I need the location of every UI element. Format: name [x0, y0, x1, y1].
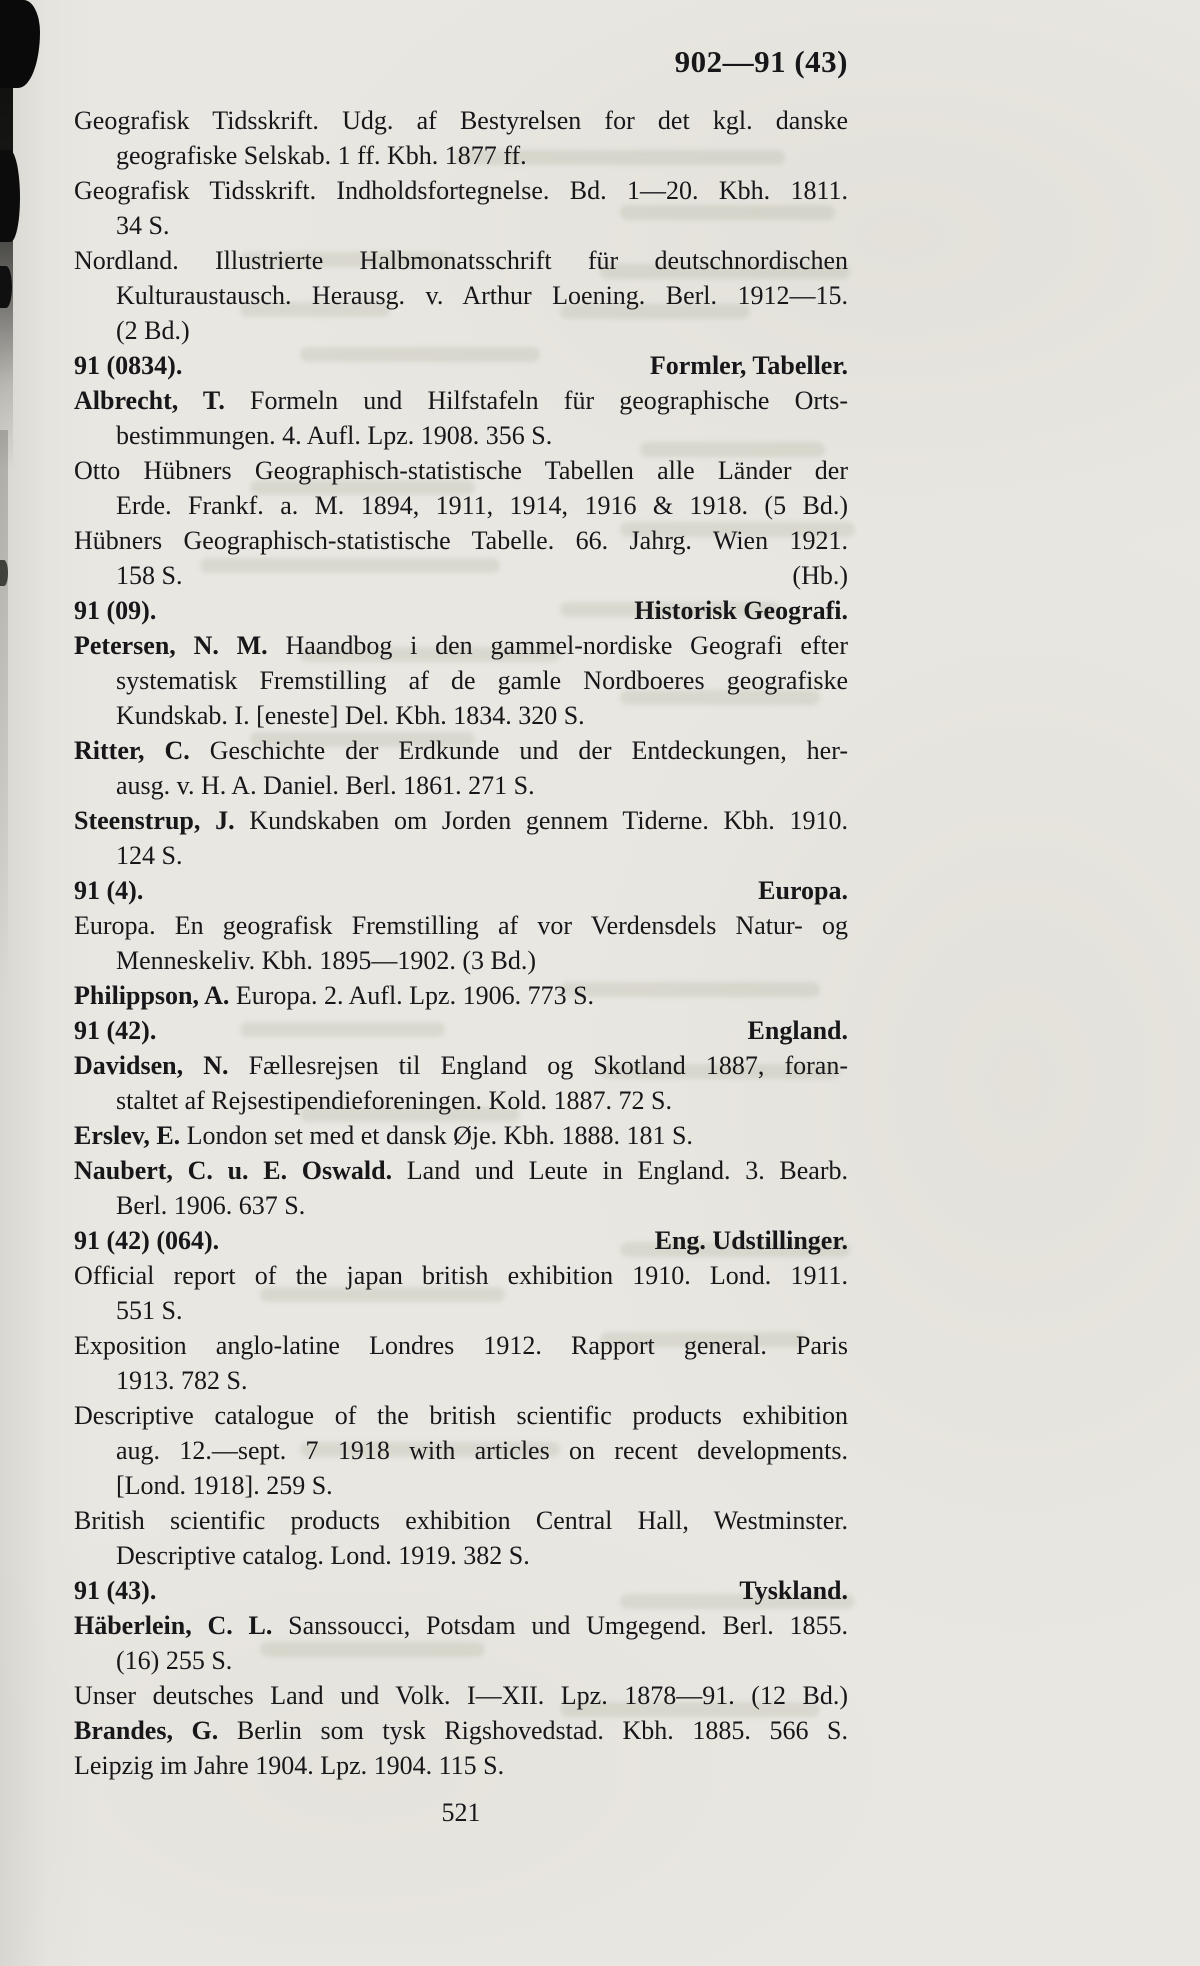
- catalog-line: Europa. En geografisk Fremstilling af vor Verdensdels Natur- og: [74, 911, 848, 940]
- section-heading: [74, 1013, 848, 1048]
- catalog-line: Häberlein, C. L. Sanssoucci, Potsdam und Umgegend. Berl. 1855.: [74, 1611, 848, 1640]
- catalog-line: 34 S.: [116, 211, 170, 240]
- catalog-line: bestimmungen. 4. Aufl. Lpz. 1908. 356 S.: [116, 421, 553, 450]
- catalog-line: Nordland. Illustrierte Halbmonatsschrift für deutschnordischen: [74, 246, 848, 275]
- catalog-line: aug. 12.—sept. 7 1918 with articles on recent developments.: [116, 1436, 848, 1465]
- catalog-line: Erde. Frankf. a. M. 1894, 1911, 1914, 1916 & 1918. (5 Bd.): [116, 491, 848, 520]
- section-title: Europa.: [758, 876, 848, 905]
- catalog-line: Ritter, C. Geschichte der Erdkunde und der Entdeckungen, her-: [74, 736, 848, 765]
- author-name: Naubert, C. u. E. Oswald.: [74, 1156, 393, 1185]
- catalog-line: Berl. 1906. 637 S.: [116, 1191, 306, 1220]
- holding-mark: (Hb.): [792, 561, 848, 590]
- catalog-line: [Lond. 1918]. 259 S.: [116, 1471, 333, 1500]
- author-name: Ritter, C.: [74, 736, 190, 765]
- section-heading: [74, 1223, 848, 1258]
- author-name: Davidsen, N.: [74, 1051, 229, 1080]
- ink-blot-artifact: [0, 560, 8, 586]
- section-title: Formler, Tabeller.: [649, 351, 848, 380]
- catalog-line: 124 S.: [116, 841, 183, 870]
- catalog-line: Menneskeliv. Kbh. 1895—1902. (3 Bd.): [116, 946, 537, 975]
- catalog-line: Geografisk Tidsskrift. Udg. af Bestyrelsen for det kgl. danske: [74, 106, 848, 135]
- section-title: Historisk Geografi.: [634, 596, 848, 625]
- catalog-line: Hübners Geographisch-statistische Tabelle. 66. Jahrg. Wien 1921.: [74, 526, 848, 555]
- ink-blot-artifact: [0, 150, 20, 242]
- binding-shadow-artifact: [0, 430, 8, 990]
- section-heading: [74, 1573, 848, 1608]
- catalog-line: Philippson, A. Europa. 2. Aufl. Lpz. 1906. 773 S.: [74, 981, 595, 1010]
- running-head: 902—91 (43): [674, 44, 848, 79]
- author-name: Steenstrup, J.: [74, 806, 235, 835]
- section-heading: [74, 593, 848, 628]
- catalog-line: Kulturaustausch. Herausg. v. Arthur Loening. Berl. 1912—15.: [116, 281, 848, 310]
- catalog-line: (2 Bd.): [116, 316, 190, 345]
- catalog-line: Exposition anglo-latine Londres 1912. Rapport general. Paris: [74, 1331, 848, 1360]
- section-number: 91 (09).: [74, 596, 157, 625]
- author-name: Häberlein, C. L.: [74, 1611, 273, 1640]
- author-name: Erslev, E.: [74, 1121, 181, 1150]
- author-name: Brandes, G.: [74, 1716, 219, 1745]
- catalog-line: ausg. v. H. A. Daniel. Berl. 1861. 271 S.: [116, 771, 535, 800]
- author-name: Philippson, A.: [74, 981, 230, 1010]
- line-text: 158 S.: [116, 561, 183, 590]
- catalog-line: Erslev, E. London set med et dansk Øje. Kbh. 1888. 181 S.: [74, 1121, 693, 1150]
- catalog-line: Descriptive catalogue of the british scientific products exhibition: [74, 1401, 848, 1430]
- section-heading: [74, 873, 848, 908]
- catalog-line: [74, 558, 848, 593]
- section-title: Eng. Udstillinger.: [654, 1226, 848, 1255]
- section-number: 91 (42).: [74, 1016, 157, 1045]
- catalog-line: Naubert, C. u. E. Oswald. Land und Leute in England. 3. Bearb.: [74, 1156, 848, 1185]
- catalog-line: Descriptive catalog. Lond. 1919. 382 S.: [116, 1541, 530, 1570]
- catalog-line: Steenstrup, J. Kundskaben om Jorden gennem Tiderne. Kbh. 1910.: [74, 806, 848, 835]
- catalog-line: (16) 255 S.: [116, 1646, 233, 1675]
- catalog-line: Kundskab. I. [eneste] Del. Kbh. 1834. 320 S.: [116, 701, 585, 730]
- section-title: Tyskland.: [739, 1576, 848, 1605]
- catalog-line: Leipzig im Jahre 1904. Lpz. 1904. 115 S.: [74, 1751, 505, 1780]
- catalog-line: Brandes, G. Berlin som tysk Rigshovedstad. Kbh. 1885. 566 S.: [74, 1716, 848, 1745]
- catalog-line: 551 S.: [116, 1296, 183, 1325]
- section-number: 91 (0834).: [74, 351, 183, 380]
- catalog-line: geografiske Selskab. 1 ff. Kbh. 1877 ff.: [116, 141, 527, 170]
- catalog-line: Albrecht, T. Formeln und Hilfstafeln für geographische Orts-: [74, 386, 848, 415]
- section-number: 91 (43).: [74, 1576, 157, 1605]
- catalog-line: Davidsen, N. Fællesrejsen til England og Skotland 1887, foran-: [74, 1051, 848, 1080]
- section-number: 91 (4).: [74, 876, 144, 905]
- catalog-line: 1913. 782 S.: [116, 1366, 248, 1395]
- catalog-line: Unser deutsches Land und Volk. I—XII. Lpz. 1878—91. (12 Bd.): [74, 1681, 848, 1710]
- section-heading: [74, 348, 848, 383]
- ink-blot-artifact: [0, 0, 40, 88]
- section-number: 91 (42) (064).: [74, 1226, 220, 1255]
- catalog-line: Geografisk Tidsskrift. Indholdsfortegnelse. Bd. 1—20. Kbh. 1811.: [74, 176, 848, 205]
- ink-blot-artifact: [0, 266, 12, 308]
- author-name: Albrecht, T.: [74, 386, 225, 415]
- catalog-line: Otto Hübners Geographisch-statistische Tabellen alle Länder der: [74, 456, 848, 485]
- section-title: England.: [747, 1016, 848, 1045]
- catalog-line: British scientific products exhibition Central Hall, Westminster.: [74, 1506, 848, 1535]
- text-body: [74, 103, 848, 1783]
- catalog-line: Official report of the japan british exhibition 1910. Lond. 1911.: [74, 1261, 848, 1290]
- catalog-line: systematisk Fremstilling af de gamle Nordboeres geografiske: [116, 666, 848, 695]
- catalog-line: Petersen, N. M. Haandbog i den gammel-nordiske Geografi efter: [74, 631, 848, 660]
- author-name: Petersen, N. M.: [74, 631, 268, 660]
- page-number: 521: [441, 1798, 481, 1827]
- catalog-line: staltet af Rejsestipendieforeningen. Kold. 1887. 72 S.: [116, 1086, 673, 1115]
